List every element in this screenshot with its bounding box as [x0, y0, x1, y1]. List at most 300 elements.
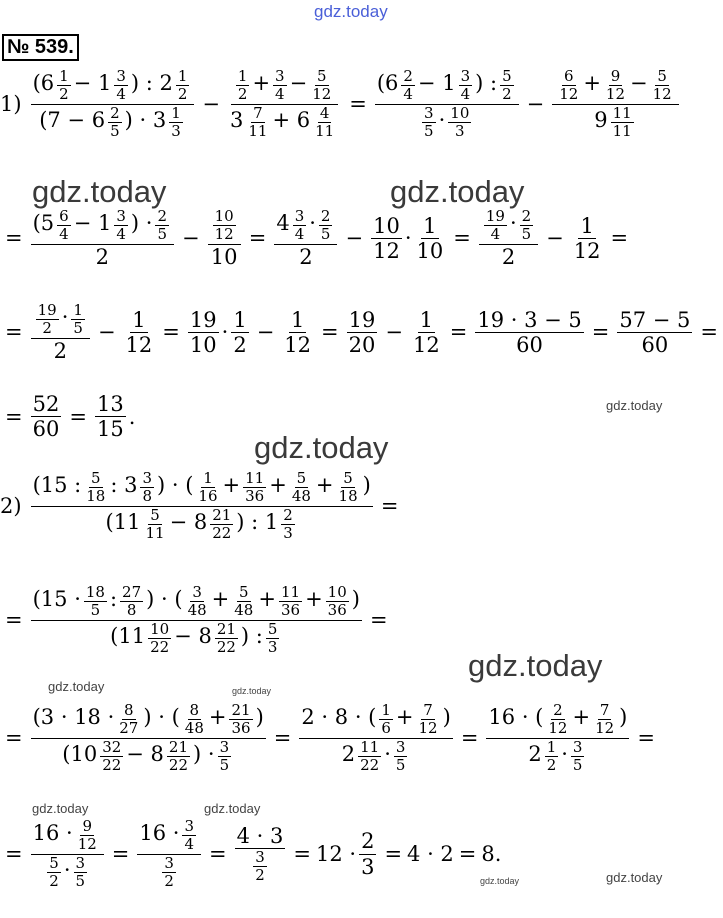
operator: =: [5, 842, 23, 866]
fraction: [236, 68, 250, 104]
fraction: [114, 208, 128, 244]
fraction: [182, 818, 196, 854]
fraction: [215, 621, 238, 657]
fraction: [520, 208, 534, 244]
math-term: :: [109, 586, 118, 611]
denominator: 22: [216, 637, 236, 656]
operator: =: [5, 404, 23, 429]
operator: =: [700, 320, 718, 345]
fraction: [235, 824, 286, 885]
math-term: .: [128, 404, 136, 429]
numerator: 57 − 5: [619, 307, 691, 332]
denominator: 4: [460, 85, 471, 104]
math-term: [212, 619, 241, 656]
math-term: [173, 67, 193, 104]
fraction: [484, 208, 507, 244]
denominator: 4: [116, 85, 126, 104]
operator: =: [293, 842, 311, 866]
numerator: 7: [423, 701, 433, 719]
watermark: gdz.today: [32, 174, 167, 209]
math-term: ): [619, 704, 628, 729]
fraction: [417, 702, 440, 738]
numerator: 52: [32, 392, 60, 416]
math-term: ): [351, 586, 360, 611]
part2-label: 2): [0, 494, 22, 518]
numerator: 9: [82, 817, 92, 835]
math-term: [73, 817, 102, 854]
math-term: [215, 737, 235, 774]
denominator: 3: [455, 121, 465, 140]
operator: =: [209, 842, 227, 866]
fraction: [557, 68, 580, 104]
numerator: 10: [450, 103, 470, 122]
math-term: [542, 737, 562, 774]
watermark-top: gdz.today: [314, 2, 388, 21]
fraction: [228, 68, 341, 140]
fraction: [415, 214, 446, 263]
fraction: [117, 702, 140, 738]
fraction: [183, 702, 206, 738]
numerator: 2: [320, 207, 331, 225]
math-term: (5: [32, 210, 55, 235]
fraction: [475, 308, 583, 357]
numerator: 1: [546, 737, 557, 756]
fraction: [448, 105, 471, 141]
math-term: [166, 103, 186, 140]
math-term: [117, 583, 146, 620]
fraction: [546, 702, 569, 738]
math-term: ) : 1: [236, 509, 279, 534]
fraction: [71, 302, 85, 338]
math-term: 8.: [481, 842, 502, 866]
denominator: [37, 105, 188, 141]
numerator: 11: [245, 469, 265, 487]
numerator: [31, 702, 266, 739]
math-term: [226, 701, 255, 738]
watermark: gdz.today: [468, 648, 603, 683]
numerator: [31, 470, 373, 507]
denominator: 22: [102, 755, 122, 774]
fraction: [167, 739, 190, 775]
denominator: 5: [572, 755, 583, 774]
fraction: [47, 855, 61, 891]
fraction: [281, 507, 295, 543]
math-term: − 1: [417, 70, 456, 95]
numerator: 10: [327, 583, 347, 601]
denominator: 12: [595, 719, 615, 738]
denominator: 10: [189, 332, 217, 357]
denominator: 2: [42, 319, 52, 338]
denominator: 5: [521, 225, 532, 244]
math-term: +: [315, 472, 334, 497]
math-term: : 3: [110, 472, 138, 497]
numerator: 6: [563, 67, 574, 85]
numerator: 3: [184, 817, 195, 835]
fraction: [371, 214, 402, 263]
fraction: [651, 68, 674, 104]
math-term: [54, 67, 74, 104]
math-term: 16 · (: [488, 704, 544, 729]
numerator: 3: [255, 847, 265, 866]
denominator: 36: [280, 601, 301, 620]
math-term: ·: [63, 857, 71, 882]
math-term: 16 ·: [139, 820, 180, 845]
fraction: [108, 105, 122, 141]
math-term: [179, 817, 199, 854]
denominator: 36: [327, 601, 347, 620]
denominator: 60: [516, 332, 543, 357]
denominator: 5: [110, 121, 120, 140]
math-term: ) ·: [130, 210, 153, 235]
denominator: 2: [501, 244, 516, 269]
math-term: [270, 67, 290, 104]
math-term: [193, 469, 222, 506]
math-term: [517, 207, 537, 244]
fraction: [31, 302, 90, 363]
denominator: 15: [96, 417, 124, 442]
math-term: [71, 853, 91, 890]
math-term: 12 ·: [315, 842, 357, 866]
numerator: [299, 702, 452, 739]
watermark: gdz.today: [204, 801, 261, 816]
numerator: 19: [189, 307, 217, 332]
math-term: [608, 103, 637, 140]
denominator: 12: [418, 719, 438, 738]
fraction: [213, 208, 236, 244]
denominator: 10: [210, 244, 238, 269]
numerator: 5: [150, 505, 160, 524]
denominator: 18: [338, 487, 358, 506]
numerator: 1: [177, 67, 188, 85]
math-term: [263, 619, 283, 656]
fraction: [604, 68, 627, 104]
math-term: ) · (: [157, 472, 194, 497]
numerator: [486, 702, 629, 739]
denominator: 12: [125, 332, 153, 357]
denominator: 12: [284, 332, 312, 357]
fraction: [208, 208, 241, 269]
numerator: 3: [294, 207, 305, 225]
operator: =: [458, 842, 477, 866]
math-term: +: [222, 472, 241, 497]
watermark: gdz.today: [232, 686, 272, 696]
fraction: [243, 470, 266, 506]
math-term: ) ·: [193, 741, 215, 766]
numerator: 18: [85, 583, 105, 601]
math-term: 3: [230, 107, 244, 132]
fraction: [155, 208, 169, 244]
fraction: [162, 855, 176, 891]
fraction: [31, 470, 373, 542]
fraction: [611, 105, 634, 141]
math-term: [648, 67, 677, 104]
numerator: 5: [91, 469, 101, 487]
numerator: 2: [403, 67, 413, 85]
fraction: [274, 208, 337, 269]
math-term: +: [583, 70, 601, 95]
operator: =: [248, 226, 267, 251]
denominator: 3: [283, 523, 293, 542]
math-term: ·: [438, 107, 446, 132]
numerator: 1: [580, 213, 594, 238]
fraction: [36, 302, 59, 338]
numerator: [31, 302, 90, 339]
math-term: [590, 701, 619, 738]
math-term: [481, 207, 510, 244]
part1-label: 1): [0, 92, 22, 116]
watermark: gdz.today: [606, 398, 663, 413]
math-term: [105, 103, 125, 140]
math-term: +: [572, 704, 591, 729]
numerator: 2: [110, 103, 120, 122]
math-term: ·: [561, 741, 568, 766]
math-term: ) · 3: [124, 107, 167, 132]
math-term: ) · (: [143, 704, 180, 729]
math-term: ) :: [475, 70, 498, 95]
fraction: [246, 105, 269, 141]
numerator: [231, 68, 338, 105]
operator: −: [202, 92, 220, 116]
math-term: [568, 737, 588, 774]
numerator: 9: [610, 67, 621, 85]
math-term: [54, 207, 74, 244]
numerator: 21: [216, 619, 236, 638]
denominator: 10: [416, 238, 444, 263]
fraction: [375, 68, 519, 140]
numerator: 1: [233, 307, 247, 332]
fraction: [337, 470, 360, 506]
denominator: [340, 739, 413, 775]
numerator: 2: [157, 207, 167, 225]
denominator: 4: [490, 225, 501, 244]
fraction: [84, 470, 107, 506]
fraction: [74, 855, 88, 891]
math-term: − 1: [73, 210, 112, 235]
denominator: 4: [403, 85, 413, 104]
math-term: +: [211, 586, 230, 611]
watermark: gdz.today: [48, 679, 105, 694]
part2-line4: [0, 818, 501, 890]
denominator: 2: [59, 85, 69, 104]
operator: =: [453, 226, 471, 251]
denominator: [592, 105, 638, 141]
numerator: 10: [214, 207, 234, 225]
math-term: [114, 701, 143, 738]
denominator: 11: [612, 121, 632, 140]
math-term: −: [630, 70, 648, 95]
denominator: 20: [348, 332, 376, 357]
fraction: [486, 702, 629, 774]
denominator: 3: [361, 854, 375, 879]
math-term: [323, 583, 352, 620]
numerator: 3: [460, 67, 471, 85]
math-term: [414, 701, 443, 738]
numerator: 1: [419, 307, 434, 332]
numerator: 3: [424, 103, 434, 122]
math-term: [233, 67, 253, 104]
operator: =: [591, 320, 610, 345]
part1-line4: [0, 392, 135, 441]
denominator: 12: [373, 238, 400, 263]
denominator: 12: [573, 238, 601, 263]
operator: =: [384, 842, 403, 866]
math-term: 4 · 2: [407, 842, 454, 866]
denominator: 22: [168, 755, 189, 774]
math-term: [137, 469, 157, 506]
numerator: 7: [253, 103, 263, 122]
fraction: [120, 584, 143, 620]
denominator: [526, 739, 589, 775]
numerator: 8: [124, 701, 134, 719]
math-term: +: [252, 70, 271, 95]
fraction: [143, 507, 166, 543]
denominator: 6: [381, 719, 391, 738]
fraction: [253, 849, 267, 885]
math-term: ) : 2: [130, 70, 173, 95]
fraction: [545, 739, 559, 775]
math-term: [68, 301, 88, 338]
numerator: 1: [381, 701, 391, 719]
denominator: 36: [245, 487, 265, 506]
denominator: 3: [171, 121, 181, 140]
math-term: − 8: [126, 741, 164, 766]
denominator: 12: [312, 85, 332, 104]
denominator: 22: [212, 523, 232, 542]
fraction: [422, 105, 436, 141]
fraction: [572, 214, 603, 263]
fraction: [459, 68, 473, 104]
math-term: − 8: [174, 623, 212, 648]
denominator: [42, 855, 92, 891]
numerator: 3: [572, 737, 583, 756]
numerator: 1: [203, 469, 213, 487]
fraction: [31, 68, 195, 140]
math-term: 9: [594, 107, 608, 132]
denominator: 60: [32, 417, 60, 442]
fraction: [500, 68, 514, 104]
math-term: ) · (: [146, 586, 183, 611]
numerator: 1: [423, 213, 437, 238]
denominator: 12: [548, 719, 568, 738]
numerator: 11: [360, 737, 380, 756]
operator: =: [460, 726, 479, 750]
math-term: [97, 737, 126, 774]
numerator: 3: [395, 737, 406, 756]
numerator: 3: [116, 207, 126, 225]
fraction: [137, 818, 201, 890]
fraction: [394, 739, 408, 775]
part2-line3: [0, 702, 660, 774]
math-term: (15 ·: [32, 586, 81, 611]
fraction: [57, 68, 71, 104]
fraction: [310, 68, 333, 104]
numerator: [31, 68, 195, 105]
problem-number: № 539.: [2, 34, 79, 61]
denominator: 5: [73, 319, 83, 338]
math-term: ·: [61, 304, 69, 329]
numerator: [31, 584, 362, 621]
math-term: [145, 619, 174, 656]
operator: =: [321, 320, 339, 345]
math-term: [152, 207, 172, 244]
math-term: ): [255, 704, 264, 729]
watermark: gdz.today: [254, 430, 389, 465]
fraction: [359, 829, 376, 878]
numerator: 1: [290, 307, 305, 332]
fraction: [379, 702, 393, 738]
fraction: [124, 308, 155, 357]
fraction: [188, 308, 219, 357]
denominator: 5: [219, 755, 230, 774]
fraction: [210, 507, 233, 543]
denominator: 60: [641, 332, 669, 357]
operator: =: [111, 842, 130, 866]
fraction: [282, 308, 313, 357]
math-term: [456, 67, 476, 104]
numerator: [274, 208, 337, 245]
numerator: 21: [212, 505, 232, 524]
denominator: 8: [142, 487, 152, 506]
denominator: 12: [77, 835, 97, 854]
math-term: [111, 67, 131, 104]
denominator: 2: [546, 755, 557, 774]
denominator: 2: [53, 338, 67, 363]
denominator: [417, 105, 476, 141]
math-term: [240, 469, 269, 506]
numerator: 5: [657, 67, 667, 85]
numerator: 3: [275, 67, 285, 85]
math-term: ): [442, 704, 451, 729]
math-term: +: [269, 472, 287, 497]
math-term: +: [208, 704, 227, 729]
operator: −: [345, 226, 364, 251]
denominator: 48: [187, 601, 207, 620]
part2-line1: [0, 470, 403, 542]
math-term: (11: [105, 509, 141, 534]
numerator: 5: [296, 469, 307, 487]
numerator: 4 · 3: [236, 823, 284, 848]
fraction: [100, 739, 123, 775]
fraction: [218, 739, 232, 775]
denominator: 4: [294, 225, 305, 244]
numerator: 2: [361, 829, 375, 854]
fraction: [479, 208, 538, 269]
denominator: 5: [424, 121, 434, 140]
denominator: 12: [412, 332, 440, 357]
fraction: [231, 308, 248, 357]
numerator: 5: [267, 619, 278, 638]
math-term: [44, 853, 64, 890]
denominator: [60, 739, 236, 775]
watermark: gdz.today: [480, 876, 520, 886]
math-term: [287, 469, 316, 506]
denominator: 4: [59, 225, 69, 244]
math-term: (3 · 18 ·: [32, 704, 115, 729]
numerator: 8: [189, 701, 200, 719]
numerator: 19: [485, 207, 505, 225]
part1-line2: [0, 208, 633, 269]
math-term: [290, 207, 310, 244]
numerator: 5: [502, 67, 512, 85]
fraction: [290, 470, 313, 506]
numerator: 1: [59, 67, 69, 85]
denominator: 11: [315, 121, 335, 140]
numerator: [208, 208, 241, 245]
math-term: [276, 583, 305, 620]
denominator: [108, 621, 284, 657]
math-term: [316, 207, 336, 244]
numerator: 19: [348, 307, 376, 332]
